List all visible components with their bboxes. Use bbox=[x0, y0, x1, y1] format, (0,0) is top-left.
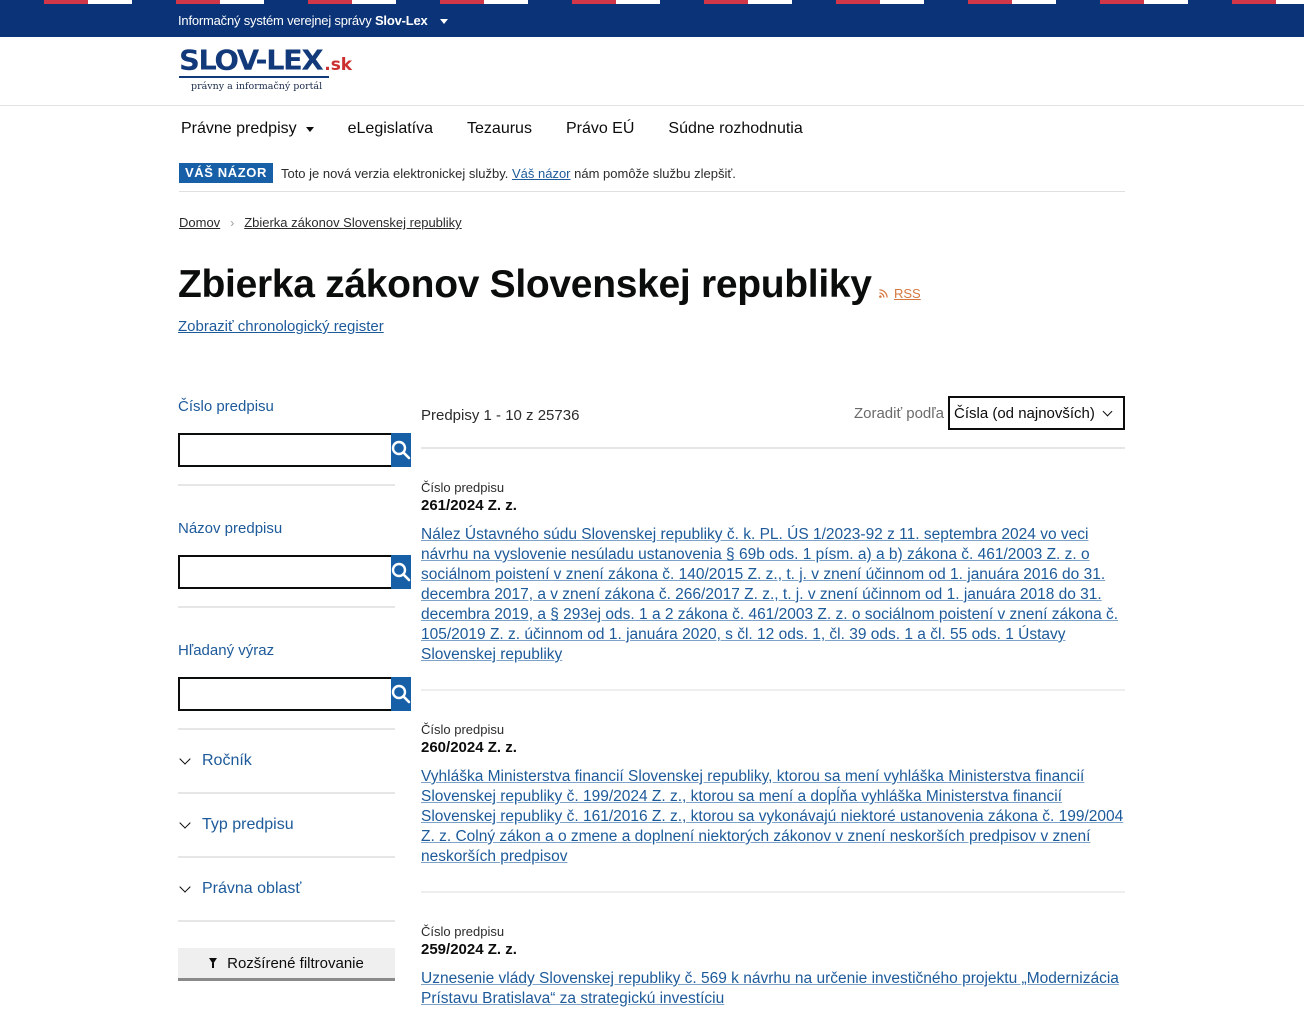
search-icon bbox=[391, 440, 411, 460]
logo-tagline: právny a informačný portál bbox=[191, 81, 323, 92]
logo-suffix: .sk bbox=[324, 55, 353, 75]
site-header bbox=[0, 37, 1304, 106]
rss-link[interactable]: RSS bbox=[894, 286, 921, 301]
result-number-label: Číslo predpisu bbox=[421, 480, 505, 495]
nav-item-sudne-rozhodnutia[interactable] bbox=[668, 120, 802, 138]
logo-underline bbox=[179, 76, 329, 78]
feedback-text: nám pomôže službu zlepšiť. bbox=[574, 166, 736, 181]
site-logo[interactable] bbox=[179, 43, 353, 92]
search-icon bbox=[391, 684, 411, 704]
results-header bbox=[421, 396, 1125, 449]
filter-rocnik[interactable] bbox=[178, 730, 395, 794]
filter-sidebar bbox=[178, 398, 395, 981]
rss-feed[interactable] bbox=[879, 286, 921, 301]
search-icon bbox=[391, 562, 411, 582]
sort-value: Čísla (od najnovších) bbox=[954, 404, 1095, 422]
search-button[interactable] bbox=[391, 555, 411, 589]
result-item bbox=[421, 691, 1125, 893]
caret-down-icon bbox=[306, 127, 314, 132]
search-button[interactable] bbox=[391, 433, 411, 467]
sort-label: Zoradiť podľa bbox=[853, 404, 944, 422]
result-number: 259/2024 Z. z. bbox=[421, 941, 517, 958]
rss-icon bbox=[879, 289, 888, 298]
search-group-vyraz bbox=[178, 608, 395, 730]
results-count: Predpisy 1 - 10 z 25736 bbox=[421, 407, 580, 424]
nav-label: Právo EÚ bbox=[565, 120, 635, 137]
field-label: Číslo predpisu bbox=[178, 398, 274, 415]
filter-label: Právna oblasť bbox=[202, 880, 302, 897]
cislo-predpisu-input[interactable] bbox=[178, 433, 391, 467]
feedback-tag: VÁŠ NÁZOR bbox=[179, 163, 273, 183]
flag-stripe bbox=[0, 0, 1304, 4]
search-group-nazov bbox=[178, 486, 395, 608]
advanced-filter-label: Rozšírené filtrovanie bbox=[227, 954, 364, 972]
nav-item-tezaurus[interactable] bbox=[467, 120, 532, 138]
page-title: Zbierka zákonov Slovenskej republiky bbox=[178, 263, 872, 306]
nav-item-pravo-eu[interactable] bbox=[566, 120, 634, 138]
search-row bbox=[178, 433, 395, 467]
chronological-register-link[interactable]: Zobraziť chronologický register bbox=[178, 318, 384, 335]
feedback-link[interactable]: Váš názor bbox=[511, 166, 571, 181]
chevron-down-icon bbox=[179, 881, 190, 892]
gov-system-text: Informačný systém verejnej správy bbox=[178, 13, 372, 28]
gov-system-menu[interactable] bbox=[178, 13, 448, 28]
advanced-filter-button[interactable] bbox=[178, 948, 395, 981]
nazov-predpisu-input[interactable] bbox=[178, 555, 391, 589]
filter-icon bbox=[209, 958, 217, 964]
nav-label: Súdne rozhodnutia bbox=[668, 120, 803, 137]
filter-label: Typ predpisu bbox=[202, 816, 294, 833]
chevron-down-icon bbox=[179, 753, 190, 764]
gov-top-bar bbox=[0, 0, 1304, 37]
nav-item-elegislativa[interactable] bbox=[348, 120, 433, 138]
logo-wordmark: SLOV-LEX bbox=[179, 43, 323, 77]
result-item bbox=[421, 449, 1125, 691]
chevron-down-icon bbox=[1102, 406, 1112, 416]
result-item bbox=[421, 893, 1125, 1033]
field-label: Hľadaný výraz bbox=[178, 642, 275, 659]
caret-down-icon bbox=[440, 19, 448, 24]
result-number: 260/2024 Z. z. bbox=[421, 739, 517, 756]
search-group-cislo bbox=[178, 398, 395, 486]
chevron-right-icon: › bbox=[230, 215, 235, 230]
result-number-label: Číslo predpisu bbox=[421, 924, 505, 939]
nav-label: Tezaurus bbox=[467, 120, 532, 137]
breadcrumb-current[interactable]: Zbierka zákonov Slovenskej republiky bbox=[244, 215, 462, 230]
feedback-text: Toto je nová verzia elektronickej služby. bbox=[280, 166, 509, 181]
field-label: Názov predpisu bbox=[178, 520, 283, 537]
main-nav bbox=[181, 120, 803, 138]
breadcrumb bbox=[179, 215, 462, 230]
result-title-link[interactable]: Nález Ústavného súdu Slovenskej republiky č. k. PL. ÚS 1/2023-92 z 11. septembra 2024 vo veci návrhu na vyslovenie nesúladu ustanovenia § 69b ods. 1 písm. a) a b) zákona č. 461/2003 Z. z. o sociálnom poistení v znení zákona č. 140/2015 Z. z., t. j. v znení účinnom od 1. januára 2016 do 31. decembra 2017, a v znení zákona č. 266/2017 Z. z., t. j. v znení účinnom od 1. januára 2018 do 31. decembra 2019, a § 293ej ods. 1 a 2 zákona č. 461/2003 Z. z. o sociálnom poistení v znení zákona č. 105/2019 Z. z. účinnom od 1. januára 2020, s čl. 12 ods. 1, čl. 39 ods. 1 a čl. 55 ods. 1 Ústavy Slovenskej republiky bbox=[421, 526, 1119, 663]
feedback-banner bbox=[179, 163, 1125, 192]
search-button[interactable] bbox=[391, 677, 411, 711]
gov-system-brand: Slov-Lex bbox=[374, 13, 428, 28]
search-row bbox=[178, 677, 395, 711]
result-title-link[interactable]: Uznesenie vlády Slovenskej republiky č. 569 k návrhu na určenie investičného projektu „Modernizácia Prístavu Bratislava“ za strategickú investíciu bbox=[421, 970, 1119, 1007]
sort-select[interactable] bbox=[948, 396, 1125, 430]
result-title-link[interactable]: Vyhláška Ministerstva financií Slovenskej republiky, ktorou sa mení vyhláška Ministerstva financií Slovenskej republiky č. 199/2024 Z. z., ktorou sa mení a dopĺňa vyhláška Ministerstva financií Slovenskej republiky č. 161/2016 Z. z., ktorou sa vykonávajú niektoré ustanovenia zákona č. 199/2004 Z. z. Colný zákon a o zmene a doplnení niektorých zákonov v znení neskorších predpisov v znení neskorších predpisov bbox=[421, 768, 1124, 865]
result-number: 261/2024 Z. z. bbox=[421, 497, 517, 514]
hladany-vyraz-input[interactable] bbox=[178, 677, 391, 711]
sort-control bbox=[854, 396, 1125, 430]
search-row bbox=[178, 555, 395, 589]
results-list bbox=[421, 396, 1125, 1033]
nav-label: Právne predpisy bbox=[181, 120, 297, 137]
result-number-label: Číslo predpisu bbox=[421, 722, 505, 737]
filter-pravna-oblast[interactable] bbox=[178, 858, 395, 922]
feedback-message bbox=[281, 166, 736, 181]
nav-item-pravne-predpisy[interactable] bbox=[181, 120, 314, 138]
filter-typ-predpisu[interactable] bbox=[178, 794, 395, 858]
filter-label: Ročník bbox=[202, 752, 252, 769]
nav-label: eLegislatíva bbox=[347, 120, 434, 137]
breadcrumb-home[interactable]: Domov bbox=[179, 215, 221, 230]
chevron-down-icon bbox=[179, 817, 190, 828]
